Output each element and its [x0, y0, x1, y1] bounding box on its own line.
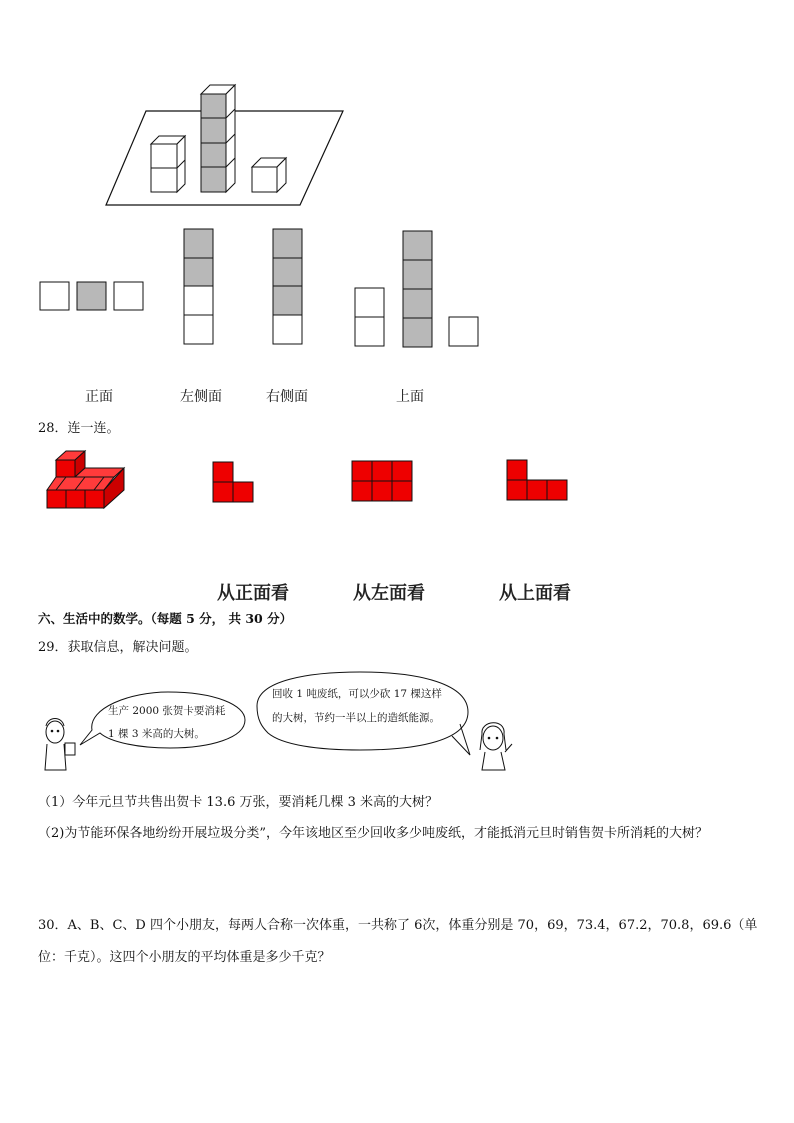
label-left: 左侧面: [180, 389, 222, 405]
label-front: 正面: [85, 389, 113, 405]
top-view-square-5: [403, 289, 432, 318]
red-view-option-2: [351, 460, 413, 502]
red-view-option-3: [506, 459, 568, 501]
cube-stack-3d-figure: [100, 80, 350, 210]
label-top: 上面: [396, 389, 424, 405]
top-view-square-3: [403, 231, 432, 260]
label-right: 右侧面: [266, 389, 308, 405]
label-from-front: 从正面看: [217, 583, 289, 604]
bubble-left-line-1: 生产 2000 张贺卡要消耗: [108, 705, 226, 717]
left-stack: [151, 136, 185, 192]
right-cube: [252, 158, 286, 192]
left-view-square-3: [184, 286, 213, 315]
top-view-square-7: [449, 317, 478, 346]
q29-sub2: （2)为节能环保各地纷纷开展垃圾分类”，今年该地区至少回收多少吨废纸，才能抵消元旦时销售贺卡所消耗的大树？: [38, 826, 708, 841]
q29-sub1: （1）今年元旦节共售出贺卡 13.6 万张，要消耗几棵 3 米高的大树？: [38, 795, 439, 810]
bubble-right-line-2: 的大树，节约一半以上的造纸能源。: [272, 712, 440, 724]
bubble-right-line-1: 回收 1 吨废纸，可以少砍 17 棵这样: [272, 688, 442, 700]
top-view-square-6: [403, 318, 432, 347]
right-view-square-1: [273, 229, 302, 258]
front-view-square-3: [114, 282, 143, 310]
label-from-top: 从上面看: [499, 583, 571, 604]
left-view-square-4: [184, 315, 213, 344]
front-view-square-1: [40, 282, 69, 310]
q29-title: 29．获取信息，解决问题。: [38, 640, 198, 655]
left-view-square-2: [184, 258, 213, 286]
red-cubes-3d: [45, 450, 130, 510]
front-view-square-2: [77, 282, 106, 310]
top-view-square-2: [355, 317, 384, 346]
right-view-square-2: [273, 258, 302, 286]
left-view-square-1: [184, 229, 213, 258]
top-view-square-1: [355, 288, 384, 317]
q30-line-2: 位：千克）。这四个小朋友的平均体重是多少千克？: [38, 950, 331, 965]
red-view-option-1: [212, 461, 256, 503]
girl-figure: [480, 723, 512, 770]
top-view-square-4: [403, 260, 432, 289]
label-from-left: 从左面看: [353, 583, 425, 604]
q30-line-1: 30．A、B、C、D 四个小朋友，每两人合称一次体重，一共称了 6次，体重分别是 70，69，73.4，67.2，70.8，69.6（单: [38, 918, 758, 933]
middle-stack: [201, 85, 235, 192]
views-squares: [38, 226, 483, 351]
bubble-left-line-2: 1 棵 3 米高的大树。: [108, 728, 205, 740]
section6-title: 六、生活中的数学。（每题 5 分， 共 30 分）: [38, 611, 293, 626]
q28-title: 28．连一连。: [38, 421, 120, 436]
right-view-square-4: [273, 315, 302, 344]
right-view-square-3: [273, 286, 302, 315]
boy-figure: [45, 719, 75, 771]
